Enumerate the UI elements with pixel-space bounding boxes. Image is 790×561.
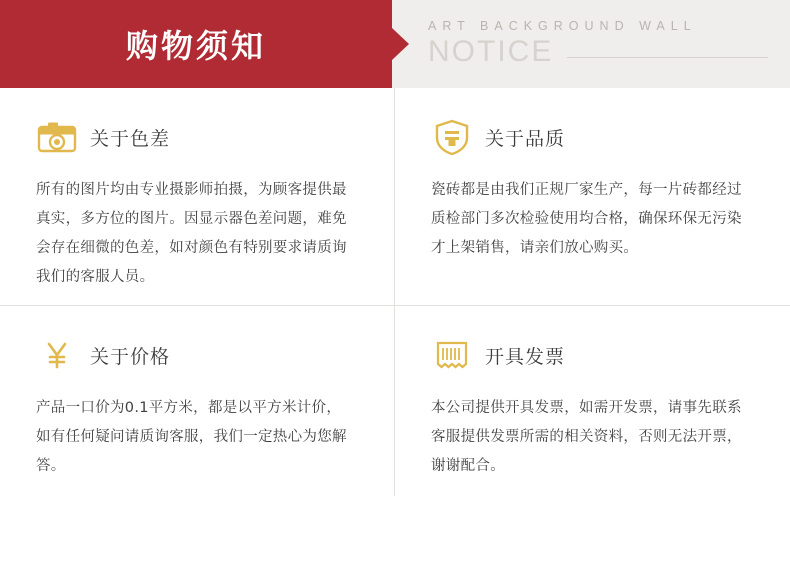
page-header (0, 0, 790, 88)
header-subtitle-en: ART BACKGROUND WALL (428, 19, 697, 33)
cell-head (36, 116, 354, 158)
header-notice-en: NOTICE (428, 35, 554, 68)
cell-body: 瓷砖都是由我们正规厂家生产，每一片砖都经过质检部门多次检验使用均合格，确保环保无污染才上架销售，请亲们放心购买。 (431, 182, 742, 256)
notice-cell-quality (395, 88, 790, 305)
notice-cell-invoice (395, 306, 790, 496)
camera-icon (36, 116, 78, 158)
cell-body: 所有的图片均由专业摄影师拍摄，为顾客提供最真实，多方位的图片。因显示器色差问题，难免会存在细微的色差，如对颜色有特别要求请质询我们的客服人员。 (36, 182, 347, 285)
notice-cell-price (0, 306, 395, 496)
shield-quality-icon (431, 116, 473, 158)
cell-title: 关于品质 (485, 127, 566, 150)
cell-head (431, 116, 750, 158)
invoice-icon (431, 334, 473, 376)
cell-title: 关于色差 (90, 127, 171, 150)
page-title: 购物须知 (125, 27, 266, 65)
yen-price-icon (36, 334, 78, 376)
cell-body: 产品一口价为0.1平方米，都是以平方米计价，如有任何疑问请质询客服，我们一定热心为您解答。 (36, 400, 347, 474)
header-rule-divider (567, 57, 768, 58)
notice-row-2 (0, 306, 790, 496)
cell-title: 开具发票 (485, 345, 566, 368)
cell-head (36, 334, 354, 376)
notice-row-1 (0, 88, 790, 306)
cell-body: 本公司提供开具发票，如需开发票，请事先联系客服提供发票所需的相关资料，否则无法开票，谢谢配合。 (431, 400, 742, 474)
cell-title: 关于价格 (90, 345, 171, 368)
notice-cell-color-difference (0, 88, 395, 305)
cell-head (431, 334, 750, 376)
notice-grid (0, 88, 790, 496)
header-arrow-icon (392, 28, 409, 60)
header-notice-row (428, 35, 790, 69)
header-red-banner (0, 0, 392, 88)
header-subtitle-area (392, 0, 790, 88)
